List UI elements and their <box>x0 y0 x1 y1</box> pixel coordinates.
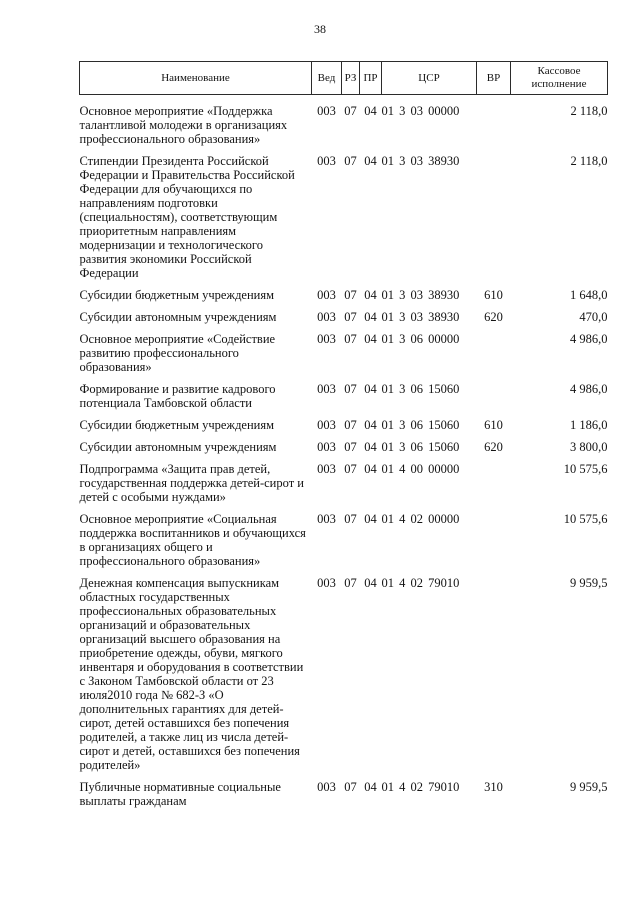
row-ved: 003 <box>317 332 336 346</box>
row-csr: 01 3 03 00000 <box>381 104 460 118</box>
row-rz: 07 <box>344 418 357 432</box>
row-csr: 01 3 06 15060 <box>381 418 460 432</box>
row-ved: 003 <box>317 440 336 454</box>
table-row <box>80 101 608 151</box>
table-row <box>80 573 608 777</box>
row-name: Денежная компенсация выпускникам областных государственных профессиональных образовательных организаций и образовательных организаций высшего образования на приобретение одежды, обуви, мягкого инвентаря и оборудования в соответствии с Законом Тамбовской области от 23 июля2010 года № 682-З «О дополнительных гарантиях для детей-сирот, детей оставшихся без попечения родителей, а также лиц из числа детей-сирот и детей, оставшихся без попечения родителей» <box>79 576 304 772</box>
table-row <box>80 329 608 379</box>
row-csr: 01 3 03 38930 <box>381 310 460 324</box>
row-csr: 01 3 06 00000 <box>381 332 460 346</box>
row-ved: 003 <box>317 576 336 590</box>
header-ved: Вед <box>312 62 342 95</box>
row-vr: 620 <box>484 310 503 324</box>
row-name: Формирование и развитие кадрового потенциала Тамбовской области <box>79 382 276 410</box>
row-rz: 07 <box>344 154 357 168</box>
table-row <box>80 509 608 573</box>
row-pr: 04 <box>364 780 377 794</box>
row-rz: 07 <box>344 104 357 118</box>
row-name: Основное мероприятие «Содействие развитию профессионального образования» <box>79 332 276 374</box>
header-rz: РЗ <box>342 62 360 95</box>
row-vr <box>477 509 511 573</box>
row-pr: 04 <box>364 418 377 432</box>
table-row <box>80 459 608 509</box>
row-amount: 470,0 <box>579 310 608 324</box>
table-row <box>80 285 608 307</box>
header-csr: ЦСР <box>382 62 477 95</box>
row-ved: 003 <box>317 780 336 794</box>
row-name: Публичные нормативные социальные выплаты гражданам <box>79 780 281 808</box>
row-rz: 07 <box>344 382 357 396</box>
row-amount: 1 648,0 <box>570 288 608 302</box>
row-rz: 07 <box>344 462 357 476</box>
row-name: Субсидии бюджетным учреждениям <box>79 418 275 432</box>
header-name: Наименование <box>80 62 312 95</box>
table-row <box>80 307 608 329</box>
row-vr <box>477 379 511 415</box>
row-vr: 310 <box>484 780 503 794</box>
row-rz: 07 <box>344 780 357 794</box>
row-ved: 003 <box>317 154 336 168</box>
header-pr: ПР <box>360 62 382 95</box>
row-pr: 04 <box>364 332 377 346</box>
row-name: Основное мероприятие «Поддержка талантливой молодежи в организациях профессионального образования» <box>79 104 288 146</box>
row-name: Субсидии автономным учреждениям <box>79 310 277 324</box>
row-pr: 04 <box>364 440 377 454</box>
row-pr: 04 <box>364 512 377 526</box>
row-pr: 04 <box>364 154 377 168</box>
page-number: 38 <box>314 22 326 36</box>
table-body <box>80 95 608 814</box>
row-csr: 01 3 03 38930 <box>381 288 460 302</box>
row-vr <box>477 573 511 777</box>
row-ved: 003 <box>317 512 336 526</box>
row-amount: 2 118,0 <box>570 154 608 168</box>
row-ved: 003 <box>317 104 336 118</box>
row-rz: 07 <box>344 332 357 346</box>
row-csr: 01 4 02 79010 <box>381 780 460 794</box>
row-ved: 003 <box>317 382 336 396</box>
header-vr: ВР <box>477 62 511 95</box>
row-rz: 07 <box>344 576 357 590</box>
row-rz: 07 <box>344 440 357 454</box>
row-pr: 04 <box>364 462 377 476</box>
row-amount: 4 986,0 <box>570 332 608 346</box>
row-amount: 1 186,0 <box>570 418 608 432</box>
row-csr: 01 4 00 00000 <box>381 462 460 476</box>
row-ved: 003 <box>317 462 336 476</box>
row-vr: 610 <box>484 418 503 432</box>
row-vr: 610 <box>484 288 503 302</box>
row-pr: 04 <box>364 576 377 590</box>
row-csr: 01 4 02 79010 <box>381 576 460 590</box>
row-csr: 01 4 02 00000 <box>381 512 460 526</box>
row-name: Подпрограмма «Защита прав детей, государственная поддержка детей-сирот и детей с особыми нуждами» <box>79 462 304 504</box>
row-vr: 620 <box>484 440 503 454</box>
table-row <box>80 151 608 285</box>
row-vr <box>477 329 511 379</box>
row-rz: 07 <box>344 512 357 526</box>
row-amount: 4 986,0 <box>570 382 608 396</box>
row-amount: 3 800,0 <box>570 440 608 454</box>
row-name: Субсидии бюджетным учреждениям <box>79 288 275 302</box>
row-pr: 04 <box>364 288 377 302</box>
row-csr: 01 3 06 15060 <box>381 382 460 396</box>
row-amount: 2 118,0 <box>570 104 608 118</box>
table-row <box>80 777 608 813</box>
row-vr <box>477 151 511 285</box>
row-csr: 01 3 06 15060 <box>381 440 460 454</box>
row-ved: 003 <box>317 288 336 302</box>
row-csr: 01 3 03 38930 <box>381 154 460 168</box>
row-rz: 07 <box>344 310 357 324</box>
row-ved: 003 <box>317 418 336 432</box>
row-pr: 04 <box>364 104 377 118</box>
row-vr <box>477 101 511 151</box>
header-amount: Кассовое исполнение <box>511 62 608 95</box>
row-rz: 07 <box>344 288 357 302</box>
row-name: Субсидии автономным учреждениям <box>79 440 277 454</box>
row-vr <box>477 459 511 509</box>
row-amount: 9 959,5 <box>570 576 608 590</box>
row-amount: 10 575,6 <box>563 462 608 476</box>
table-header <box>80 62 608 95</box>
table-row <box>80 437 608 459</box>
table-row <box>80 379 608 415</box>
row-ved: 003 <box>317 310 336 324</box>
table-row <box>80 415 608 437</box>
row-name: Основное мероприятие «Социальная поддержка воспитанников и обучающихся в организациях общего и профессионального образования» <box>79 512 306 568</box>
row-amount: 9 959,5 <box>570 780 608 794</box>
row-amount: 10 575,6 <box>563 512 608 526</box>
budget-table <box>79 61 608 813</box>
row-pr: 04 <box>364 382 377 396</box>
row-pr: 04 <box>364 310 377 324</box>
row-name: Стипендии Президента Российской Федерации и Правительства Российской Федерации для обучающихся по направлениям подготовки (специальностям), соответствующим приоритетным направлениям модернизации и технологического развития экономики Российской Федерации <box>79 154 295 280</box>
